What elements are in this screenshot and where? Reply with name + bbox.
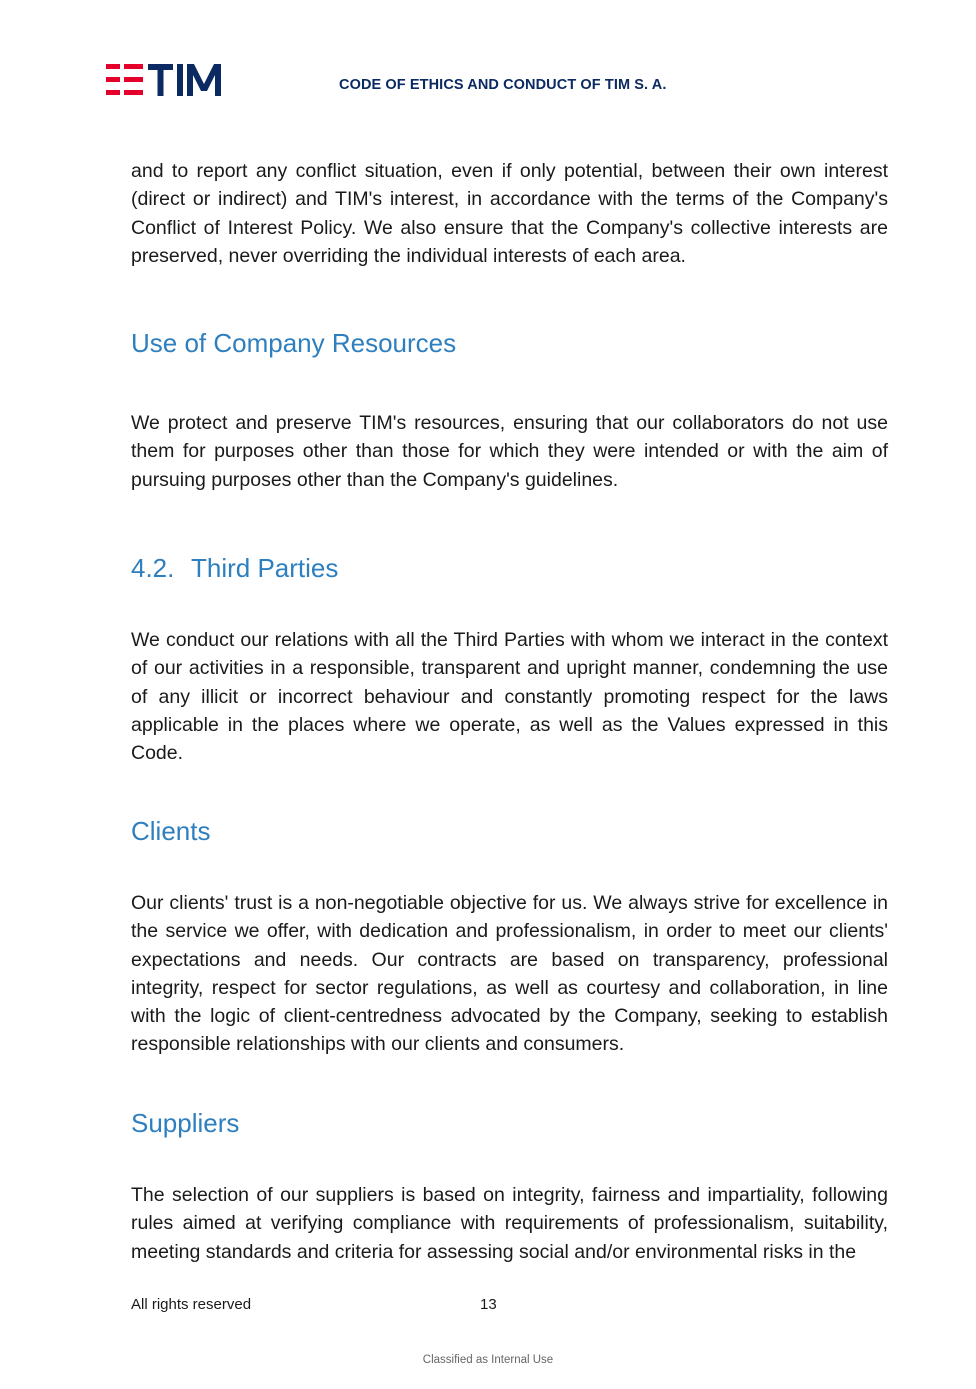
classification-label: Classified as Internal Use [422,1354,554,1366]
section-title: Third Parties [191,553,339,583]
paragraph-company-resources: We protect and preserve TIM's resources, ensuring that our collaborators do not use them for purposes other than those for which they were intended or with the aim of pursuing purposes other than the Company's guidelines. [131,412,888,491]
section-number: 4.2. [131,553,175,583]
paragraph-conflict-of-interest: and to report any conflict situation, even if only potential, between their own interest (direct or indirect) and TIM's interest, in accordance with the terms of the Company's Conflict of Interest Policy. We also ensure that the Company's collective interests are preserved, never overriding the individual interests of each area. [131,160,888,267]
footer-rights-reserved: All rights reserved [131,1296,252,1313]
heading-use-of-company-resources: Use of Company Resources [131,328,457,358]
heading-suppliers: Suppliers [131,1108,240,1138]
document-header-title: CODE OF ETHICS AND CONDUCT OF TIM S. A. [339,77,667,93]
tim-logo-letters [148,64,221,96]
heading-clients: Clients [131,816,211,846]
paragraph-clients: Our clients' trust is a non-negotiable objective for us. We always strive for excellence in the service we offer, with dedication and professionalism, in order to meet our clients' expectations and needs. Our contracts are based on transparency, professional integrity, respect for sector regulations, as well as courtesy and collaboration, in line with the logic of client-centredness advocated by the Company, seeking to establish responsible relationships with our clients and consumers. [131,892,888,1056]
tim-logo-red-bars [106,64,143,95]
tim-logo [106,62,224,100]
footer-page-number: 13 [480,1296,497,1313]
heading-third-parties [131,553,338,584]
paragraph-third-parties: We conduct our relations with all the Third Parties with whom we interact in the context of our activities in a responsible, transparent and upright manner, condemning the use of any illicit or incorrect behaviour and constantly promoting respect for the laws applicable in the places where we operate, as well as the Values expressed in this Code. [131,629,888,765]
paragraph-suppliers: The selection of our suppliers is based on integrity, fairness and impartiality, following rules aimed at verifying compliance with requirements of professionalism, suitability, meeting standards and criteria for assessing social and/or environmental risks in the [131,1184,888,1263]
